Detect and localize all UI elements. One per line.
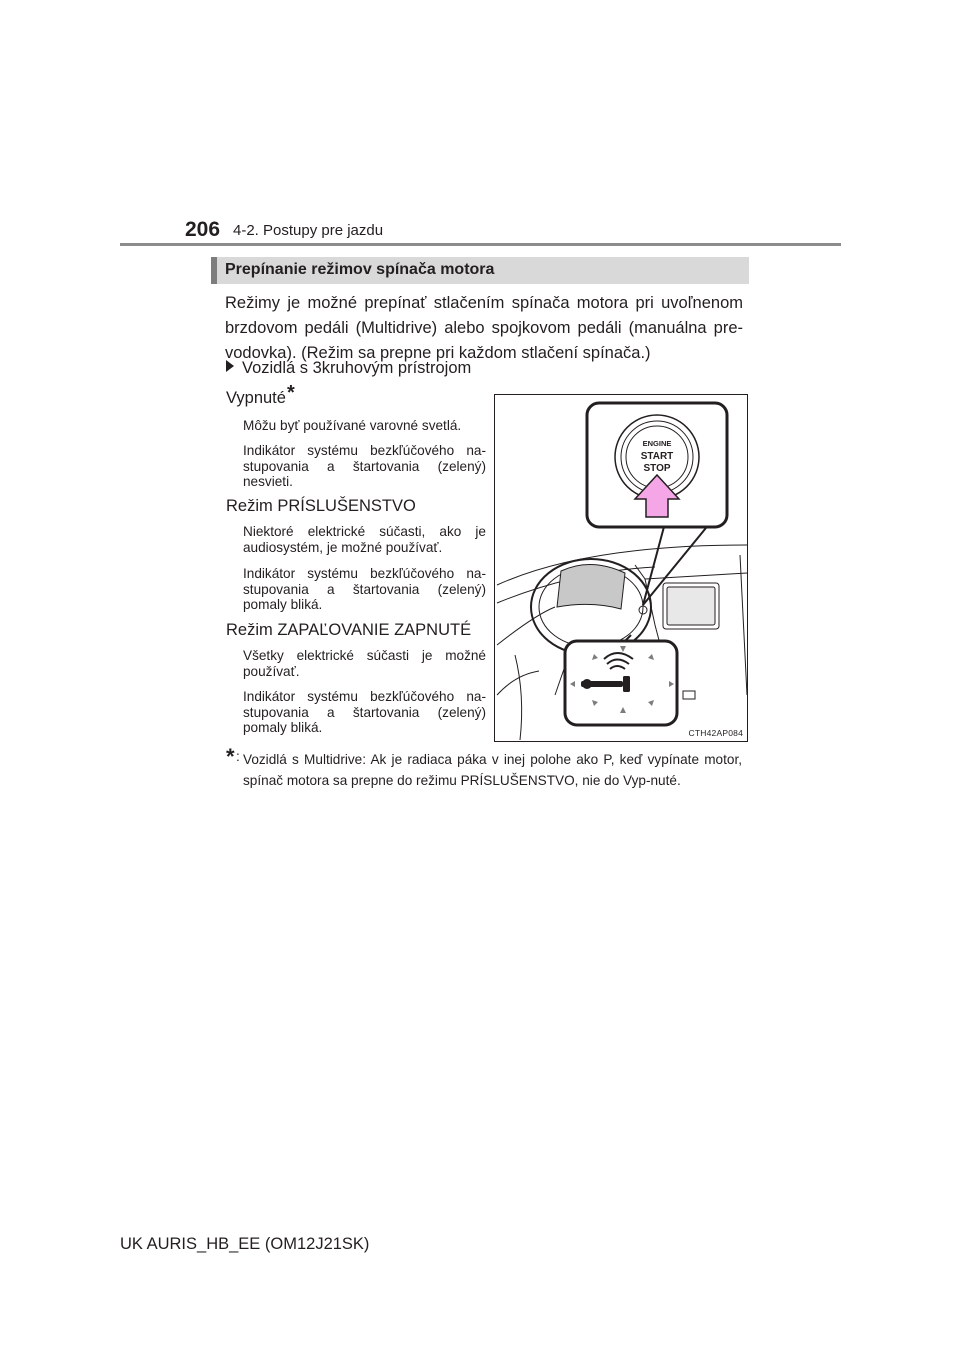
intro-paragraph: Režimy je možné prepínať stlačením spínača motora pri uvoľnenom brzdovom pedáli (Multidrive) alebo spojkovom pedáli (manuálna pre-vodovka). (Režim sa prepne pri každom stlačení spínača.) (225, 294, 743, 362)
mode-heading-accessory: Režim PRÍSLUŠENSTVO (226, 497, 416, 515)
mode-description: Všetky elektrické súčasti je možné používať. (243, 648, 486, 679)
mode-name: Vypnuté (226, 389, 286, 407)
section-bar-accent (211, 257, 217, 284)
header-divider (120, 243, 841, 246)
footnote-asterisk: * (226, 744, 235, 769)
button-label-line: ENGINE (642, 439, 672, 448)
mode-heading-ignition-on: Režim ZAPAĽOVANIE ZAPNUTÉ (226, 621, 472, 639)
mode-description: Indikátor systému bezkľúčového na-stupovania a štartovania (zelený) pomaly bliká. (243, 566, 486, 612)
figure-illustration (495, 395, 749, 743)
mode-description: Môžu byť používané varovné svetlá. (243, 418, 462, 433)
footnote-colon: : (236, 749, 240, 764)
triangle-bullet-icon (226, 360, 234, 372)
footnote-text: Vozidlá s Multidrive: Ak je radiaca páka v inej polohe ako P, keď vypínate motor, spínač motora sa prepne do režimu PRÍSLUŠENSTVO, nie do Vyp-nuté. (243, 752, 742, 788)
mode-description: Niektoré elektrické súčasti, ako je audiosystém, je možné používať. (243, 524, 486, 555)
section-title: Prepínanie režimov spínača motora (225, 261, 495, 278)
page-number: 206 (185, 218, 221, 241)
section-reference: 4-2. Postupy pre jazdu (233, 222, 384, 239)
mode-description: Indikátor systému bezkľúčového na-stupovania a štartovania (zelený) pomaly bliká. (243, 689, 486, 735)
footer-document-id: UK AURIS_HB_EE (OM12J21SK) (120, 1235, 370, 1253)
mode-description: Indikátor systému bezkľúčového na-stupovania a štartovania (zelený) nesvieti. (243, 443, 486, 489)
footnote-marker: * (286, 381, 295, 404)
mode-heading-off (226, 381, 295, 408)
figure-code: CTH42AP084 (688, 728, 743, 738)
variant-heading (226, 359, 471, 378)
variant-heading-text: Vozidlá s 3kruhovým prístrojom (242, 359, 472, 377)
section-title-bar (211, 257, 749, 284)
engine-switch-figure (494, 394, 748, 742)
button-label-line: START (640, 451, 674, 462)
button-label-line: STOP (643, 463, 671, 474)
